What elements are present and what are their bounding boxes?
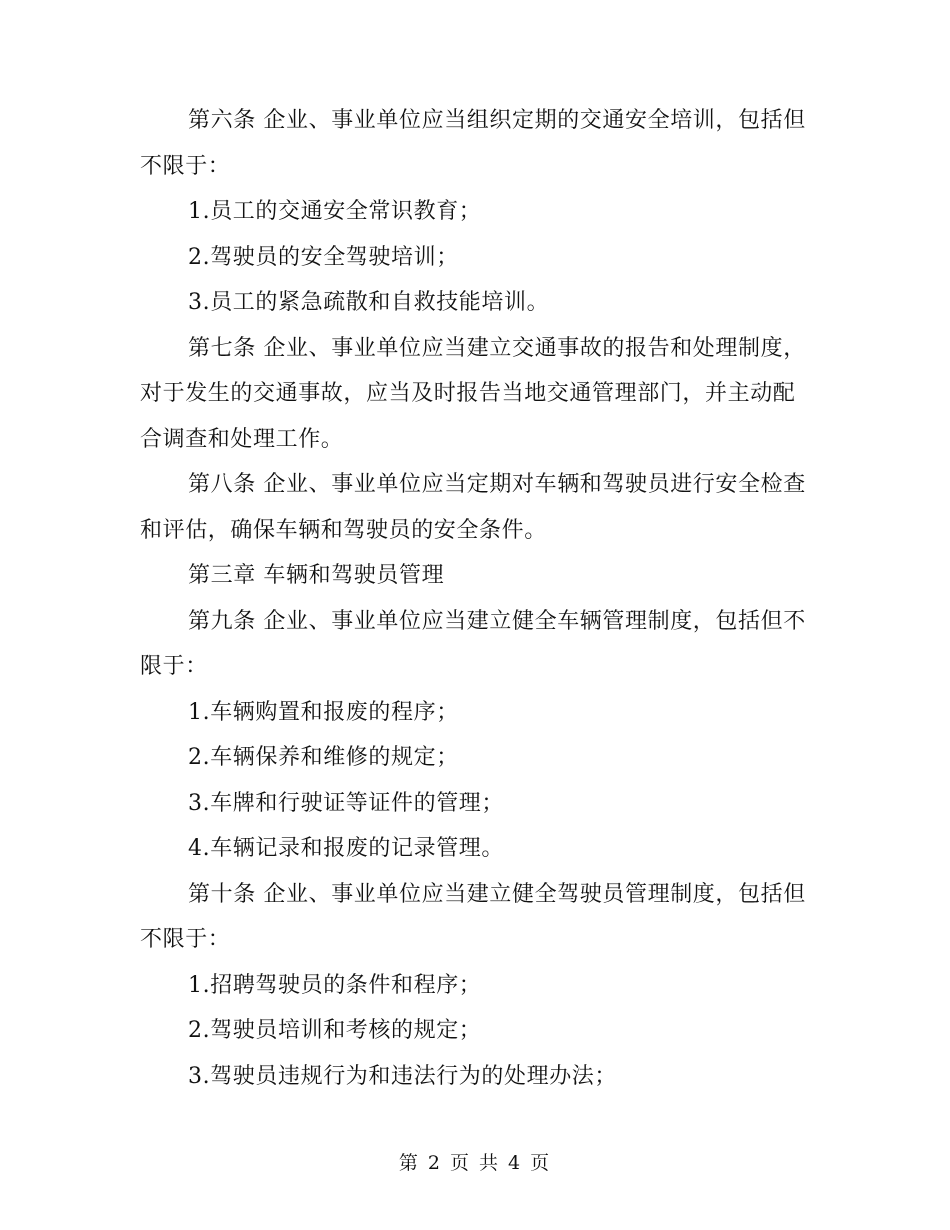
- list-item: 2.车辆保养和维修的规定；: [188, 745, 459, 770]
- list-item: 4.车辆记录和报废的记录管理。: [188, 836, 504, 861]
- list-item: 2.驾驶员培训和考核的规定；: [188, 1018, 482, 1043]
- article-6-paragraph: 第六条 企业、事业单位应当组织定期的交通安全培训，包括但不限于：: [140, 108, 806, 179]
- list-item: 3.员工的紧急疏散和自救技能培训。: [188, 290, 550, 315]
- page-number-footer: 第 2 页 共 4 页: [398, 1152, 552, 1174]
- list-item: 3.驾驶员违规行为和违法行为的处理办法；: [188, 1063, 617, 1089]
- list-item: 1.车辆购置和报废的程序；: [188, 699, 459, 725]
- article-10-paragraph: 第十条 企业、事业单位应当建立健全驾驶员管理制度，包括但不限于：: [140, 881, 806, 952]
- list-item: 1.招聘驾驶员的条件和程序；: [188, 972, 482, 998]
- article-9-paragraph: 第九条 企业、事业单位应当建立健全车辆管理制度，包括但不限于：: [140, 608, 806, 679]
- list-item: 2.驾驶员的安全驾驶培训；: [188, 244, 459, 270]
- article-8-paragraph: 第八条 企业、事业单位应当定期对车辆和驾驶员进行安全检查和评估，确保车辆和驾驶员的安全条件。: [140, 472, 806, 543]
- list-item: 3.车牌和行驶证等证件的管理；: [188, 790, 504, 816]
- document-body: [140, 98, 815, 1099]
- article-7-paragraph: 第七条 企业、事业单位应当建立交通事故的报告和处理制度，对于发生的交通事故，应当及时报告当地交通管理部门，并主动配合调查和处理工作。: [140, 335, 806, 452]
- chapter-3-heading: 第三章 车辆和驾驶员管理: [188, 563, 445, 588]
- list-item: 1.员工的交通安全常识教育；: [188, 199, 482, 224]
